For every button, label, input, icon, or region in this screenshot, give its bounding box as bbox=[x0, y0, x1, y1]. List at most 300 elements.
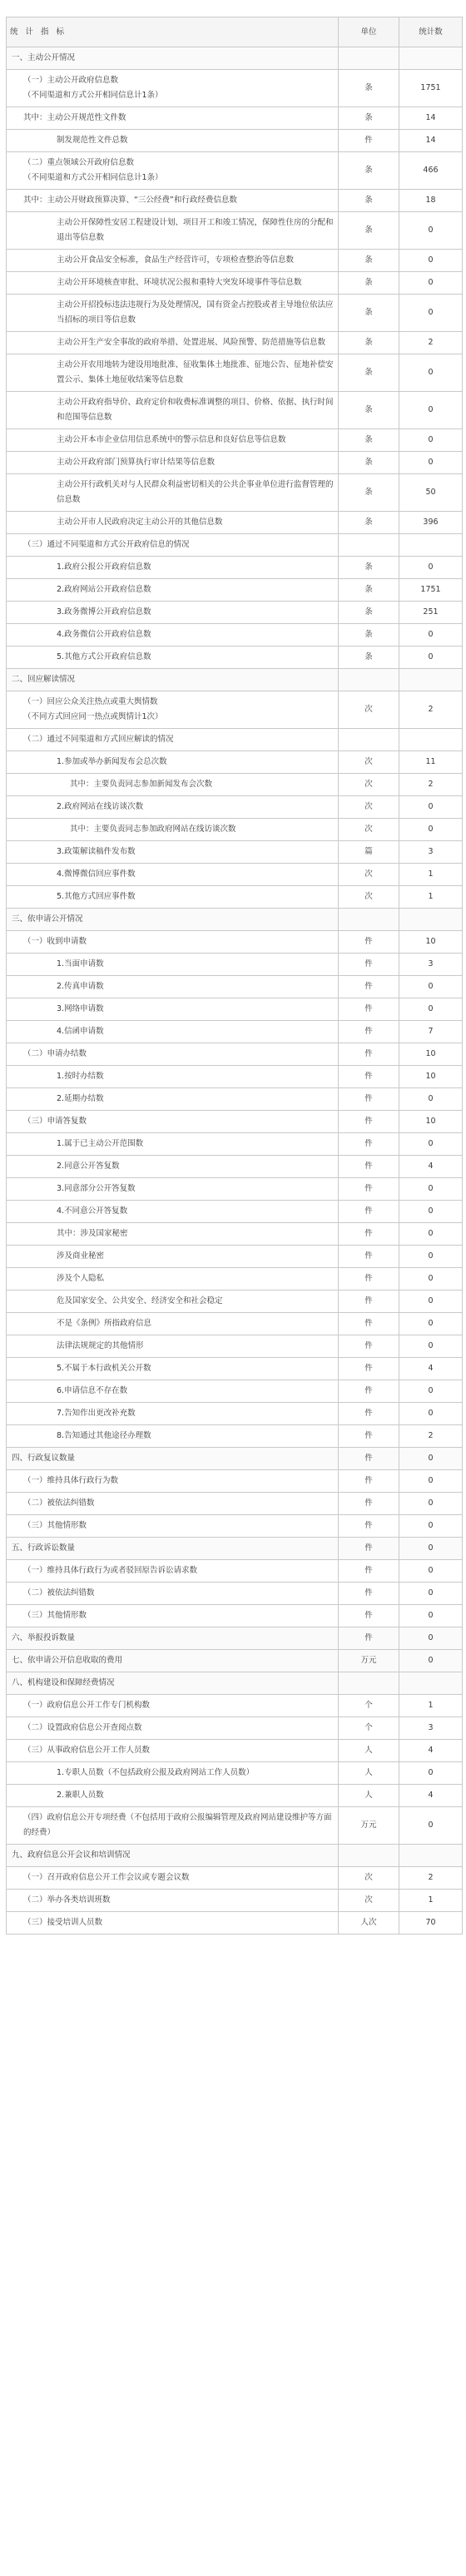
row-unit: 件 bbox=[339, 1178, 399, 1201]
row-item-label: 三、依申请公开情况 bbox=[12, 914, 83, 924]
row-value: 0 bbox=[399, 272, 463, 295]
table-row bbox=[7, 691, 463, 729]
row-item-label: （一）维持具体行政行为或者驳回原告诉讼请求数 bbox=[23, 1566, 198, 1575]
table-row bbox=[7, 1912, 463, 1934]
row-item bbox=[7, 1867, 339, 1890]
row-unit: 件 bbox=[339, 1538, 399, 1560]
table-row bbox=[7, 931, 463, 954]
row-value bbox=[399, 47, 463, 70]
table-row bbox=[7, 954, 463, 976]
table-row bbox=[7, 1695, 463, 1717]
row-value: 0 bbox=[399, 1313, 463, 1335]
row-item-label: （二）设置政府信息公开查阅点数 bbox=[23, 1723, 142, 1732]
header-item-label: 统 计 指 标 bbox=[10, 27, 67, 37]
row-unit: 条 bbox=[339, 107, 399, 130]
row-value: 18 bbox=[399, 190, 463, 212]
row-unit: 件 bbox=[339, 1583, 399, 1605]
table-row bbox=[7, 1358, 463, 1380]
row-value: 0 bbox=[399, 1560, 463, 1583]
row-value: 0 bbox=[399, 1583, 463, 1605]
table-row bbox=[7, 646, 463, 669]
table-row bbox=[7, 1560, 463, 1583]
row-value bbox=[399, 534, 463, 557]
table-row bbox=[7, 886, 463, 909]
row-item bbox=[7, 107, 339, 130]
row-item-label: （一）召开政府信息公开工作会议或专题会议数 bbox=[23, 1873, 190, 1882]
row-item bbox=[7, 1223, 339, 1246]
row-item bbox=[7, 669, 339, 691]
row-unit: 次 bbox=[339, 774, 399, 796]
table-row bbox=[7, 1785, 463, 1807]
table-row bbox=[7, 864, 463, 886]
row-item-label: 2.兼职人员数 bbox=[57, 1791, 104, 1800]
row-unit: 件 bbox=[339, 1133, 399, 1156]
section-row bbox=[7, 1650, 463, 1672]
table-row bbox=[7, 579, 463, 602]
row-item bbox=[7, 1493, 339, 1515]
row-value: 0 bbox=[399, 1448, 463, 1470]
table-row bbox=[7, 841, 463, 864]
row-item-label: （二）申请办结数 bbox=[23, 1049, 87, 1058]
table-row bbox=[7, 452, 463, 474]
table-row bbox=[7, 130, 463, 152]
row-item bbox=[7, 452, 339, 474]
row-value: 3 bbox=[399, 954, 463, 976]
row-item bbox=[7, 1133, 339, 1156]
table-row bbox=[7, 729, 463, 751]
row-item bbox=[7, 1380, 339, 1403]
row-item-label: 法律法规规定的其他情形 bbox=[57, 1341, 144, 1350]
row-item bbox=[7, 954, 339, 976]
table-row bbox=[7, 512, 463, 534]
row-item-note: （不同渠道和方式公开相同信息计1条） bbox=[23, 91, 163, 100]
row-unit: 次 bbox=[339, 691, 399, 729]
row-unit: 条 bbox=[339, 332, 399, 354]
row-item bbox=[7, 1425, 339, 1448]
row-item-label: 3.同意部分公开答复数 bbox=[57, 1184, 136, 1193]
row-item-label: 七、依申请公开信息收取的费用 bbox=[12, 1656, 123, 1665]
row-unit: 条 bbox=[339, 579, 399, 602]
table-header-row bbox=[7, 17, 463, 47]
row-item-label: （一）回应公众关注热点或重大舆情数 bbox=[23, 697, 158, 706]
row-value: 1 bbox=[399, 1890, 463, 1912]
row-value: 0 bbox=[399, 1538, 463, 1560]
row-value: 2 bbox=[399, 1867, 463, 1890]
row-item-label: 主动公开本市企业信用信息系统中的警示信息和良好信息等信息数 bbox=[57, 435, 286, 444]
row-item bbox=[7, 1246, 339, 1268]
row-unit: 件 bbox=[339, 1290, 399, 1313]
row-value: 10 bbox=[399, 931, 463, 954]
row-item bbox=[7, 1845, 339, 1867]
table-row bbox=[7, 332, 463, 354]
row-unit: 件 bbox=[339, 1201, 399, 1223]
row-value: 0 bbox=[399, 392, 463, 429]
row-item bbox=[7, 1470, 339, 1493]
table-row bbox=[7, 474, 463, 512]
row-item-label: 其中：主要负责同志参加政府网站在线访谈次数 bbox=[70, 825, 236, 834]
row-unit: 次 bbox=[339, 864, 399, 886]
row-item-label: 3.政务微博公开政府信息数 bbox=[57, 607, 151, 617]
row-unit: 人 bbox=[339, 1762, 399, 1785]
row-item bbox=[7, 332, 339, 354]
row-item bbox=[7, 1912, 339, 1934]
table-row bbox=[7, 1740, 463, 1762]
table-row bbox=[7, 1335, 463, 1358]
row-item bbox=[7, 1762, 339, 1785]
row-value: 0 bbox=[399, 212, 463, 250]
row-item-label: （三）接受培训人员数 bbox=[23, 1918, 103, 1927]
row-value: 0 bbox=[399, 1807, 463, 1845]
table-row bbox=[7, 70, 463, 107]
row-value: 0 bbox=[399, 1403, 463, 1425]
section-row bbox=[7, 47, 463, 70]
row-item-label: 2.政府网站公开政府信息数 bbox=[57, 585, 151, 594]
row-value bbox=[399, 669, 463, 691]
row-unit: 件 bbox=[339, 931, 399, 954]
row-item-label: 4.信函申请数 bbox=[57, 1027, 104, 1036]
row-value: 0 bbox=[399, 1223, 463, 1246]
table-row bbox=[7, 1380, 463, 1403]
row-value: 396 bbox=[399, 512, 463, 534]
row-item-label: 主动公开市人民政府决定主动公开的其他信息数 bbox=[57, 518, 223, 527]
row-value: 14 bbox=[399, 130, 463, 152]
row-item bbox=[7, 1290, 339, 1313]
row-unit: 条 bbox=[339, 557, 399, 579]
row-item bbox=[7, 1717, 339, 1740]
row-unit: 件 bbox=[339, 1111, 399, 1133]
row-unit bbox=[339, 669, 399, 691]
row-item bbox=[7, 624, 339, 646]
row-value: 251 bbox=[399, 602, 463, 624]
row-unit: 件 bbox=[339, 1448, 399, 1470]
row-unit: 个 bbox=[339, 1695, 399, 1717]
row-item bbox=[7, 1178, 339, 1201]
row-item-label: 3.政策解读稿件发布数 bbox=[57, 847, 136, 856]
row-unit: 次 bbox=[339, 1867, 399, 1890]
row-unit: 万元 bbox=[339, 1650, 399, 1672]
row-value: 0 bbox=[399, 1201, 463, 1223]
row-item bbox=[7, 272, 339, 295]
row-item-label: 主动公开行政机关对与人民群众利益密切相关的公共企事业单位进行监督管理的信息数 bbox=[57, 480, 334, 504]
row-item bbox=[7, 1358, 339, 1380]
row-item bbox=[7, 534, 339, 557]
row-value: 0 bbox=[399, 624, 463, 646]
row-item bbox=[7, 1672, 339, 1695]
row-unit: 次 bbox=[339, 1890, 399, 1912]
section-row bbox=[7, 1845, 463, 1867]
section-row bbox=[7, 1672, 463, 1695]
table-row bbox=[7, 774, 463, 796]
row-item-label: （二）通过不同渠道和方式回应解读的情况 bbox=[23, 735, 174, 744]
row-unit: 件 bbox=[339, 954, 399, 976]
row-item-label: 1.属于已主动公开范围数 bbox=[57, 1139, 144, 1148]
row-value: 14 bbox=[399, 107, 463, 130]
row-item-label: （一）维持具体行政行为数 bbox=[23, 1476, 119, 1485]
table-row bbox=[7, 1583, 463, 1605]
row-unit: 条 bbox=[339, 190, 399, 212]
row-item-label: 危及国家安全、公共安全、经济安全和社会稳定 bbox=[57, 1296, 223, 1305]
row-unit: 条 bbox=[339, 392, 399, 429]
row-item bbox=[7, 1448, 339, 1470]
row-item-label: 主动公开政府部门预算执行审计结果等信息数 bbox=[57, 458, 216, 467]
row-unit: 件 bbox=[339, 1268, 399, 1290]
row-item bbox=[7, 1268, 339, 1290]
row-item bbox=[7, 646, 339, 669]
section-row bbox=[7, 909, 463, 931]
row-item bbox=[7, 512, 339, 534]
row-item-label: 一、主动公开情况 bbox=[12, 53, 76, 62]
row-value: 0 bbox=[399, 646, 463, 669]
row-value: 0 bbox=[399, 1246, 463, 1268]
row-item bbox=[7, 1111, 339, 1133]
row-unit: 件 bbox=[339, 998, 399, 1021]
header-unit: 单位 bbox=[339, 17, 399, 47]
row-unit: 件 bbox=[339, 130, 399, 152]
row-unit: 次 bbox=[339, 819, 399, 841]
header-item bbox=[7, 17, 339, 47]
row-unit: 件 bbox=[339, 1560, 399, 1583]
row-item bbox=[7, 1740, 339, 1762]
table-row bbox=[7, 1313, 463, 1335]
statistics-table bbox=[6, 17, 463, 1934]
table-row bbox=[7, 1890, 463, 1912]
row-unit: 条 bbox=[339, 452, 399, 474]
row-value: 10 bbox=[399, 1043, 463, 1066]
table-row bbox=[7, 1156, 463, 1178]
row-item-label: 主动公开农用地转为建设用地批准、征收集体土地批准、征地公告、征地补偿安置公示、集体土地征收结案等信息数 bbox=[57, 360, 334, 384]
table-row bbox=[7, 534, 463, 557]
table-row bbox=[7, 295, 463, 332]
table-row bbox=[7, 1290, 463, 1313]
row-item-label: 不是《条例》所指政府信息 bbox=[57, 1319, 152, 1328]
row-item bbox=[7, 1583, 339, 1605]
row-unit: 件 bbox=[339, 1223, 399, 1246]
row-item bbox=[7, 1695, 339, 1717]
row-item-label: 4.微博微信回应事件数 bbox=[57, 869, 136, 879]
row-unit: 次 bbox=[339, 751, 399, 774]
table-body bbox=[7, 17, 463, 1934]
row-item bbox=[7, 729, 339, 751]
row-item-label: 主动公开生产安全事故的政府举措、处置进展、风险预警、防范措施等信息数 bbox=[57, 338, 326, 347]
row-unit: 条 bbox=[339, 602, 399, 624]
row-item bbox=[7, 1403, 339, 1425]
header-value: 统计数 bbox=[399, 17, 463, 47]
row-item-label: 5.其他方式公开政府信息数 bbox=[57, 652, 151, 661]
row-item bbox=[7, 1021, 339, 1043]
row-item-label: 2.同意公开答复数 bbox=[57, 1162, 120, 1171]
row-unit: 件 bbox=[339, 1043, 399, 1066]
row-item-label: （一）主动公开政府信息数 bbox=[23, 76, 119, 85]
row-value: 11 bbox=[399, 751, 463, 774]
row-value: 1 bbox=[399, 886, 463, 909]
row-value: 0 bbox=[399, 1493, 463, 1515]
table-row bbox=[7, 1867, 463, 1890]
row-value: 4 bbox=[399, 1156, 463, 1178]
row-item bbox=[7, 250, 339, 272]
row-unit: 件 bbox=[339, 1627, 399, 1650]
row-value: 0 bbox=[399, 1650, 463, 1672]
row-item-label: （一）收到申请数 bbox=[23, 937, 87, 946]
row-item-label: 4.政务微信公开政府信息数 bbox=[57, 630, 151, 639]
row-value: 0 bbox=[399, 976, 463, 998]
row-value: 0 bbox=[399, 250, 463, 272]
row-item-label: （三）通过不同渠道和方式公开政府信息的情况 bbox=[23, 540, 190, 549]
row-unit: 件 bbox=[339, 1605, 399, 1627]
row-unit: 次 bbox=[339, 796, 399, 819]
row-item bbox=[7, 819, 339, 841]
row-item-label: 五、行政诉讼数量 bbox=[12, 1543, 76, 1553]
row-item bbox=[7, 1043, 339, 1066]
row-unit: 件 bbox=[339, 1425, 399, 1448]
statistics-table-container bbox=[6, 17, 462, 1934]
row-value: 0 bbox=[399, 1470, 463, 1493]
row-item-label: 六、举报投诉数量 bbox=[12, 1633, 76, 1642]
row-item-label: （二）举办各类培训班数 bbox=[23, 1895, 111, 1905]
row-value: 10 bbox=[399, 1111, 463, 1133]
row-value: 4 bbox=[399, 1740, 463, 1762]
table-row bbox=[7, 976, 463, 998]
row-item bbox=[7, 691, 339, 729]
row-value: 50 bbox=[399, 474, 463, 512]
row-value: 4 bbox=[399, 1785, 463, 1807]
row-item-label: 主动公开环境核查审批、环境状况公报和重特大突发环境事件等信息数 bbox=[57, 278, 302, 287]
table-row bbox=[7, 1021, 463, 1043]
table-row bbox=[7, 1807, 463, 1845]
row-item bbox=[7, 1515, 339, 1538]
row-item bbox=[7, 1066, 339, 1088]
table-row bbox=[7, 624, 463, 646]
row-item bbox=[7, 1560, 339, 1583]
row-item-label: 1.政府公报公开政府信息数 bbox=[57, 562, 151, 572]
row-item bbox=[7, 1335, 339, 1358]
section-row bbox=[7, 1448, 463, 1470]
row-item bbox=[7, 1605, 339, 1627]
row-value: 1 bbox=[399, 864, 463, 886]
row-value bbox=[399, 729, 463, 751]
row-unit: 条 bbox=[339, 295, 399, 332]
table-row bbox=[7, 250, 463, 272]
table-row bbox=[7, 212, 463, 250]
row-value: 1751 bbox=[399, 579, 463, 602]
row-item bbox=[7, 579, 339, 602]
row-unit: 件 bbox=[339, 1515, 399, 1538]
row-unit bbox=[339, 534, 399, 557]
row-item bbox=[7, 47, 339, 70]
section-row bbox=[7, 669, 463, 691]
row-item-label: 4.不同意公开答复数 bbox=[57, 1206, 128, 1216]
row-item bbox=[7, 976, 339, 998]
row-item-label: 6.申请信息不存在数 bbox=[57, 1386, 128, 1395]
row-item-label: 二、回应解读情况 bbox=[12, 675, 76, 684]
table-row bbox=[7, 1493, 463, 1515]
row-value bbox=[399, 909, 463, 931]
row-unit: 件 bbox=[339, 1358, 399, 1380]
row-value: 70 bbox=[399, 1912, 463, 1934]
row-value: 0 bbox=[399, 354, 463, 392]
table-row bbox=[7, 354, 463, 392]
table-row bbox=[7, 1246, 463, 1268]
row-item bbox=[7, 886, 339, 909]
row-value: 0 bbox=[399, 1762, 463, 1785]
row-value: 1 bbox=[399, 1695, 463, 1717]
table-row bbox=[7, 272, 463, 295]
table-row bbox=[7, 751, 463, 774]
row-unit: 件 bbox=[339, 1156, 399, 1178]
row-value: 0 bbox=[399, 1627, 463, 1650]
row-item bbox=[7, 429, 339, 452]
row-value: 0 bbox=[399, 1605, 463, 1627]
row-value: 3 bbox=[399, 841, 463, 864]
row-item-label: 主动公开保障性安居工程建设计划、项目开工和竣工情况，保障性住房的分配和退出等信息数 bbox=[57, 218, 334, 242]
row-item bbox=[7, 774, 339, 796]
table-row bbox=[7, 1403, 463, 1425]
table-row bbox=[7, 1066, 463, 1088]
table-row bbox=[7, 1425, 463, 1448]
row-unit: 件 bbox=[339, 1403, 399, 1425]
row-item-label: 其中：主动公开规范性文件数 bbox=[23, 113, 126, 122]
row-item-note: （不同方式回应同一热点或舆情计1次） bbox=[23, 712, 163, 721]
section-row bbox=[7, 1627, 463, 1650]
table-row bbox=[7, 557, 463, 579]
row-unit: 件 bbox=[339, 1021, 399, 1043]
row-unit bbox=[339, 47, 399, 70]
row-value: 0 bbox=[399, 1178, 463, 1201]
table-row bbox=[7, 1133, 463, 1156]
row-unit: 件 bbox=[339, 1335, 399, 1358]
row-item bbox=[7, 1538, 339, 1560]
row-unit: 件 bbox=[339, 976, 399, 998]
row-item-label: （三）其他情形数 bbox=[23, 1611, 87, 1620]
row-unit: 条 bbox=[339, 212, 399, 250]
table-row bbox=[7, 1605, 463, 1627]
row-item-label: 3.网络申请数 bbox=[57, 1004, 104, 1013]
table-row bbox=[7, 1268, 463, 1290]
row-unit: 人 bbox=[339, 1740, 399, 1762]
row-item-label: 1.专职人员数（不包括政府公报及政府网站工作人员数） bbox=[57, 1768, 255, 1777]
row-item bbox=[7, 931, 339, 954]
row-unit: 条 bbox=[339, 624, 399, 646]
table-row bbox=[7, 107, 463, 130]
row-item-label: 八、机构建设和保障经费情况 bbox=[12, 1678, 115, 1687]
table-row bbox=[7, 1515, 463, 1538]
row-unit bbox=[339, 729, 399, 751]
row-value: 0 bbox=[399, 295, 463, 332]
row-unit bbox=[339, 909, 399, 931]
row-unit: 人次 bbox=[339, 1912, 399, 1934]
row-item bbox=[7, 1807, 339, 1845]
row-unit: 件 bbox=[339, 1470, 399, 1493]
row-item-label: 九、政府信息公开会议和培训情况 bbox=[12, 1850, 131, 1860]
row-value: 3 bbox=[399, 1717, 463, 1740]
table-row bbox=[7, 1223, 463, 1246]
row-item-label: 涉及商业秘密 bbox=[57, 1251, 105, 1261]
row-value: 2 bbox=[399, 1425, 463, 1448]
row-item bbox=[7, 796, 339, 819]
row-value: 4 bbox=[399, 1358, 463, 1380]
row-unit: 条 bbox=[339, 272, 399, 295]
row-value: 0 bbox=[399, 796, 463, 819]
table-row bbox=[7, 1762, 463, 1785]
row-value: 0 bbox=[399, 1088, 463, 1111]
row-value: 0 bbox=[399, 1515, 463, 1538]
table-row bbox=[7, 1178, 463, 1201]
row-value: 0 bbox=[399, 452, 463, 474]
row-item-label: （三）从事政府信息公开工作人员数 bbox=[23, 1746, 151, 1755]
row-item-label: （二）被依法纠错数 bbox=[23, 1588, 95, 1598]
row-item bbox=[7, 1313, 339, 1335]
row-item-label: 主动公开食品安全标准，食品生产经营许可，专项检查整治等信息数 bbox=[57, 255, 295, 265]
row-value: 2 bbox=[399, 774, 463, 796]
